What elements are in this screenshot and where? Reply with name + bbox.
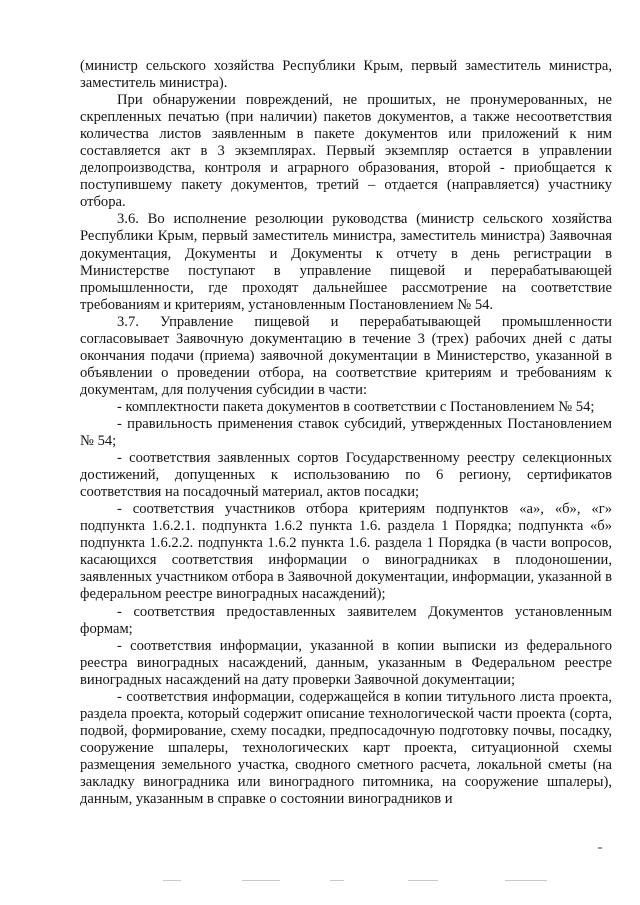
document-body (80, 58, 612, 808)
list-item-rates: - правильность применения ставок субсидий, утвержденных Постановлением № 54; (80, 415, 612, 450)
scan-mark (598, 847, 602, 849)
list-item-registry: - соответствия информации, указанной в копии выписки из федерального реестра виноградных насаждений, данным, указанным в Федеральном реестре виноградных насаждений на дату проверки Заявочной документации; (80, 637, 612, 688)
footer-scan-line (242, 880, 280, 881)
list-item-varieties: - соответствия заявленных сортов Государственному реестру селекционных достижений, допущенных к использованию по 6 региону, сертификатов соответствия на посадочный материал, актов посадки; (80, 450, 612, 501)
list-item-criteria: - соответствия участников отбора критериям подпунктов «а», «б», «г» подпункта 1.6.2.1. подпункта 1.6.2 пункта 1.6. раздела 1 Порядка; подпункта «б» подпункта 1.6.2.2. подпункта 1.6.2 пункта 1.6. раздела 1 Порядка (в части вопросов, касающихся соответствия информации о виноградниках в плодоношении, заявленных участником отбора в Заявочной документации, информации, указанной в федеральном реестре виноградных насаждений); (80, 501, 612, 603)
footer-scan-line (330, 880, 344, 881)
paragraph-3-7: 3.7. Управление пищевой и перерабатывающей промышленности согласовывает Заявочную документацию в течение 3 (трех) рабочих дней с даты окончания подачи (приема) заявочной документации в Министерство, указанной в объявлении о проведении отбора, на соответствие критериям и требованиям к документам, для получения субсидии в части: (80, 313, 612, 398)
list-item-forms: - соответствия предоставленных заявителем Документов установленным формам; (80, 603, 612, 637)
paragraph-3-6: 3.6. Во исполнение резолюции руководства (министр сельского хозяйства Республики Крым, первый заместитель министра, заместитель министра) Заявочная документация, Документы и Документы к отчету в день регистрации в Министерстве поступают в управление пищевой и перерабатывающей промышленности, где проходят дальнейшее рассмотрение на соответствие требованиям и критериям, установленным Постановлением № 54. (80, 211, 612, 313)
list-item-completeness: - комплектности пакета документов в соответствии с Постановлением № 54; (117, 398, 595, 415)
footer-scan-line (408, 880, 438, 881)
footer-scan-line (505, 880, 547, 881)
paragraph-1: (министр сельского хозяйства Республики Крым, первый заместитель министра, заместитель министра). (80, 58, 612, 92)
paragraph-2: При обнаружении повреждений, не прошитых, не пронумерованных, не скрепленных печатью (при наличии) пакетов документов, а также несоответствия количества листов заявленным в пакете документов или приложений к ним составляется акт в 3 экземплярах. Первый экземпляр остается в управлении делопроизводства, контроля и аграрного образования, второй - приобщается к поступившему пакету документов, третий – отдается (направляется) участнику отбора. (80, 92, 612, 211)
list-item-project: - соответствия информации, содержащейся в копии титульного листа проекта, раздела проекта, который содержит описание технологической части проекта (сорта, подвой, формирование, схему посадки, предпосадочную подготовку почвы, посадку, сооружение шпалеры, технологических карт проекта, ситуационной схемы размещения земельного участка, сводного сметного расчета, локальной сметы (на закладку виноградника или виноградного питомника, на сооружение шпалеры), данным, указанным в справке о состоянии виноградников и (80, 688, 612, 808)
footer-scan-line (163, 880, 181, 881)
